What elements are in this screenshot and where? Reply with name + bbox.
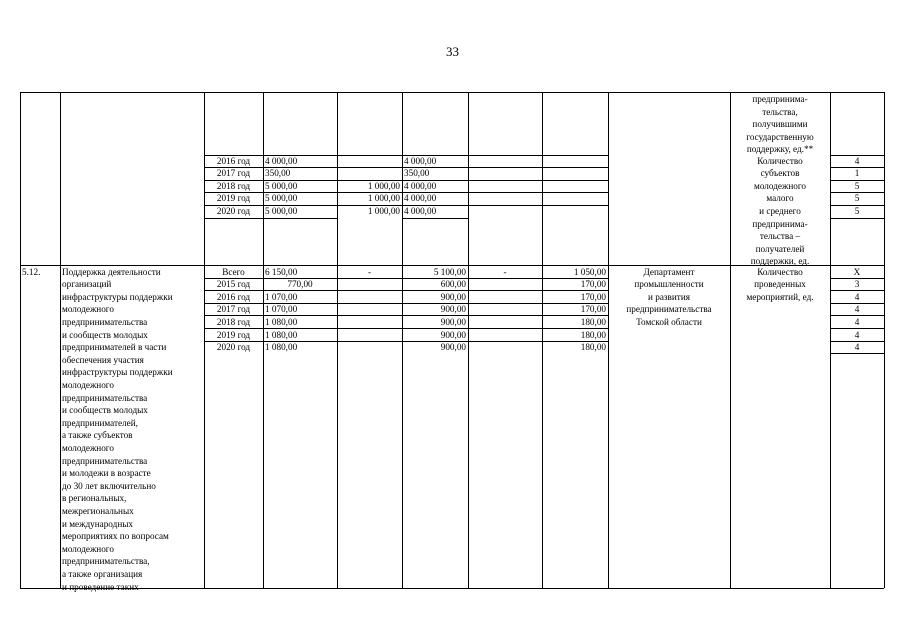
year-cell: 2019 год: [216, 193, 251, 204]
item-description-line: предпринимателей в части: [62, 342, 167, 353]
indicator-text: тельства,: [762, 106, 798, 117]
indicator-text: субъектов: [760, 168, 800, 179]
indicator-text: поддержку, ед.**: [746, 144, 814, 155]
regional-amount-cell: 350,00: [404, 168, 430, 179]
total-amount-cell: 1 080,00: [265, 329, 298, 340]
year-cell: 2018 год: [216, 180, 251, 191]
regional-amount-cell: 4 000,00: [404, 193, 437, 204]
item-description-line: предпринимательства: [62, 455, 148, 466]
column-border: [884, 92, 885, 588]
indicator-text: государственную: [746, 131, 814, 142]
extrabudget-amount-cell: 170,00: [580, 304, 606, 315]
item-description-line: инфраструктуры поддержки: [62, 367, 173, 378]
indicator-value-cell: 5: [854, 193, 860, 204]
item-description-line: до 30 лет включительно: [62, 480, 156, 491]
federal-amount-cell: 1 000,00: [367, 193, 400, 204]
year-cell: 2016 год: [216, 155, 251, 166]
year-cell: 2020 год: [216, 205, 251, 216]
municipal-amount-cell: -: [503, 266, 507, 277]
regional-amount-cell: 4 000,00: [404, 205, 437, 216]
page-number: 33: [446, 44, 459, 59]
extrabudget-amount-cell: 180,00: [580, 342, 606, 353]
total-amount-cell: 1 070,00: [265, 291, 298, 302]
executor-text: Томской области: [636, 316, 702, 327]
item-description-line: молодежного: [62, 304, 114, 315]
indicator-text: Количество: [757, 155, 803, 166]
column-border: [20, 92, 21, 588]
indicator-value-cell: 4: [854, 316, 860, 327]
year-cell: 2017 год: [216, 304, 251, 315]
federal-amount-cell: -: [367, 266, 372, 277]
total-amount-cell: 5 000,00: [265, 193, 298, 204]
indicator-text: молодежного: [754, 180, 806, 191]
item-number: 5.12.: [22, 266, 41, 277]
extrabudget-amount-cell: 170,00: [580, 291, 606, 302]
item-description-line: предпринимательства: [62, 392, 148, 403]
indicator-text: проведенных: [754, 279, 806, 290]
item-description-line: предпринимательства: [62, 316, 148, 327]
regional-amount-cell: 5 100,00: [433, 266, 466, 277]
indicator-text: получившими: [752, 119, 808, 130]
item-description-line: предпринимательства,: [62, 556, 150, 567]
executor-text: предпринимательства: [626, 304, 712, 315]
item-description-line: и проведение таких: [62, 581, 139, 592]
total-amount-cell: 5 000,00: [265, 205, 298, 216]
federal-amount-cell: 1 000,00: [367, 180, 400, 191]
indicator-text: малого: [766, 193, 794, 204]
extrabudget-amount-cell: 180,00: [580, 316, 606, 327]
year-cell: 2020 год: [216, 342, 251, 353]
item-description-line: мероприятиях по вопросам: [62, 531, 169, 542]
year-cell: 2016 год: [216, 291, 251, 302]
total-amount-cell: 1 080,00: [265, 342, 298, 353]
item-description-line: и сообществ молодых: [62, 405, 148, 416]
total-amount-cell: 5 000,00: [265, 180, 298, 191]
indicator-value-cell: 4: [854, 155, 860, 166]
executor-text: Департамент: [643, 266, 695, 277]
column-border: [730, 92, 731, 588]
item-description-line: молодежного: [62, 543, 114, 554]
indicator-value-cell: 4: [854, 329, 860, 340]
executor-text: промышленности: [634, 279, 704, 290]
indicator-value-cell: 4: [854, 304, 860, 315]
indicator-text: Количество: [757, 266, 803, 277]
indicator-value-cell: 5: [854, 180, 860, 191]
federal-amount-cell: 1 000,00: [367, 205, 400, 216]
item-description-line: Поддержка деятельности: [62, 266, 161, 277]
total-amount-cell: 1 080,00: [265, 316, 298, 327]
executor-text: и развития: [648, 291, 690, 302]
indicator-value-cell: 5: [854, 205, 860, 216]
column-border: [60, 92, 61, 588]
year-cell: 2018 год: [216, 316, 251, 327]
regional-amount-cell: 900,00: [440, 329, 466, 340]
regional-amount-cell: 900,00: [440, 342, 466, 353]
indicator-text: предпринима-: [752, 218, 808, 229]
regional-amount-cell: 4 000,00: [404, 180, 437, 191]
row-border: [402, 218, 468, 219]
total-amount-cell: 1 070,00: [265, 304, 298, 315]
total-amount-cell: 350,00: [265, 168, 291, 179]
item-description-line: молодежного: [62, 379, 114, 390]
year-cell: 2015 год: [216, 279, 251, 290]
year-cell: Всего: [222, 266, 245, 277]
extrabudget-amount-cell: 180,00: [580, 329, 606, 340]
year-cell: 2017 год: [216, 168, 251, 179]
indicator-value-cell: 4: [854, 291, 860, 302]
indicator-value-cell: X: [853, 266, 861, 277]
indicator-value-cell: 3: [854, 279, 860, 290]
item-description-line: обеспечения участия: [62, 354, 144, 365]
indicator-value-cell: 4: [854, 342, 860, 353]
extrabudget-amount-cell: 1 050,00: [573, 266, 606, 277]
regional-amount-cell: 900,00: [440, 316, 466, 327]
extrabudget-amount-cell: 170,00: [580, 279, 606, 290]
column-border: [608, 92, 609, 588]
item-description-line: а также субъектов: [62, 430, 133, 441]
year-cell: 2019 год: [216, 329, 251, 340]
item-description-line: в региональных,: [62, 493, 127, 504]
item-description-line: а также организация: [62, 568, 143, 579]
regional-amount-cell: 4 000,00: [404, 155, 437, 166]
indicator-value-cell: 1: [854, 168, 860, 179]
item-description-line: инфраструктуры поддержки: [62, 291, 173, 302]
table-top-border: [20, 92, 884, 93]
indicator-text: поддержки, ед.: [750, 256, 810, 267]
total-amount-cell: 6 150,00: [265, 266, 298, 277]
regional-amount-cell: 900,00: [440, 291, 466, 302]
item-description-line: предпринимателей,: [62, 417, 138, 428]
item-description-line: организаций: [62, 279, 112, 290]
indicator-text: предпринима-: [752, 94, 808, 104]
row-border: [204, 218, 337, 219]
indicator-text: тельства –: [759, 231, 801, 242]
item-description-line: и международных: [62, 518, 133, 529]
regional-amount-cell: 600,00: [440, 279, 466, 290]
indicator-text: мероприятий, ед.: [746, 291, 814, 302]
total-amount-cell: 770,00: [287, 279, 313, 290]
item-description-line: и молодежи в возрасте: [62, 468, 151, 479]
regional-amount-cell: 900,00: [440, 304, 466, 315]
item-description-line: межрегиональных: [62, 505, 134, 516]
indicator-text: и среднего: [759, 205, 801, 216]
indicator-text: получателей: [755, 243, 805, 254]
item-description-line: молодежного: [62, 442, 114, 453]
row-border: [830, 218, 884, 219]
item-description-line: и сообществ молодых: [62, 329, 148, 340]
total-amount-cell: 4 000,00: [265, 155, 298, 166]
